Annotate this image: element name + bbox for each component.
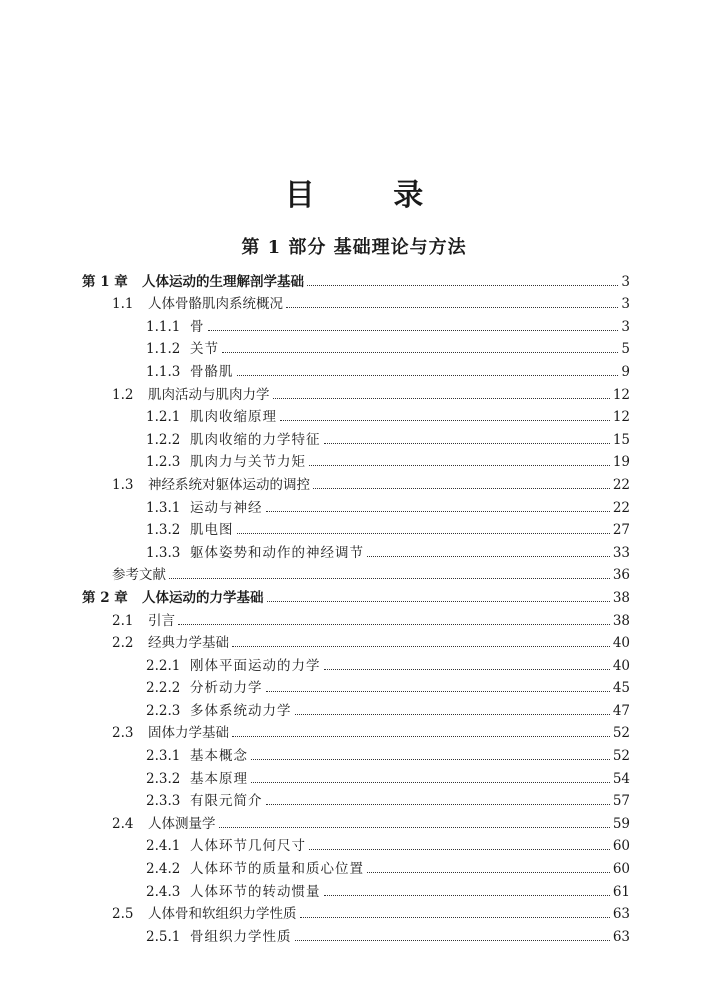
toc-entry-page: 12 [612,409,630,426]
dot-leader [280,420,610,421]
toc-chapter-entry[interactable] [82,584,630,607]
toc-entry-title: 分析动力学 [190,680,263,697]
toc-entry-title: 人体运动的生理解剖学基础 [142,273,304,290]
toc-entry-number: 1.1 [112,296,134,313]
dot-leader [367,872,610,873]
toc-entry-title: 人体骨骼肌肉系统概况 [148,296,283,313]
dot-leader [313,488,610,489]
toc-entry-title: 人体测量学 [148,815,216,832]
dot-leader [222,352,618,353]
toc-entry-number: 2.4 [112,815,134,832]
dot-leader [237,375,619,376]
toc-entry-number: 1.3.1 [146,499,181,516]
toc-subsection-entry[interactable] [82,494,630,517]
toc-entry-number: 2.4.1 [146,838,181,855]
toc-entry-page: 63 [612,906,630,923]
toc-entry-page: 60 [612,838,630,855]
dot-leader [232,736,610,737]
toc-subsection-entry[interactable] [82,404,630,427]
dot-leader [237,533,610,534]
toc-entry-number: 2.3.2 [146,770,181,787]
dot-leader [295,940,610,941]
toc-entry-number: 1.3.3 [146,544,181,561]
toc-entry-page: 59 [612,815,630,832]
toc-subsection-entry[interactable] [82,923,630,946]
toc-entry-title: 经典力学基础 [148,635,229,652]
toc-entry-number: 2.1 [112,612,134,629]
toc-entry-page: 22 [612,499,630,516]
toc-entry-page: 60 [612,861,630,878]
toc-entry-title: 躯体姿势和动作的神经调节 [190,544,364,561]
toc-entry-title: 人体骨和软组织力学性质 [148,906,297,923]
toc-entry-page: 36 [612,567,630,584]
toc-entry-page: 54 [612,770,630,787]
toc-entry-page: 40 [612,657,630,674]
dot-leader [266,511,610,512]
toc-entry-title: 人体环节的转动惯量 [190,883,321,900]
toc-entry-page: 61 [612,883,630,900]
toc-subsection-entry[interactable] [82,426,630,449]
dot-leader [267,601,610,602]
dot-leader [324,895,610,896]
dot-leader [286,307,618,308]
toc-entry-page: 38 [612,612,630,629]
toc-subsection-entry[interactable] [82,765,630,788]
dot-leader [300,917,610,918]
toc-entry-number: 1.3.2 [146,522,181,539]
toc-entry-title: 固体力学基础 [148,725,229,742]
toc-entry-title: 肌肉收缩的力学特征 [190,431,321,448]
toc-entry-number: 2.5 [112,906,134,923]
toc-subsection-entry[interactable] [82,855,630,878]
toc-entry-title: 肌肉收缩原理 [190,409,277,426]
toc-entry-title: 人体环节几何尺寸 [190,838,306,855]
toc-entry-title: 肌肉力与关节力矩 [190,454,306,471]
toc-entry-title: 骨组织力学性质 [190,928,292,945]
toc-subsection-entry[interactable] [82,517,630,540]
toc-subsection-entry[interactable] [82,675,630,698]
dot-leader [251,759,610,760]
toc-entry-page: 19 [612,454,630,471]
toc-entry-title: 基本原理 [190,770,248,787]
dot-leader [307,285,618,286]
toc-entry-title: 引言 [148,612,175,629]
toc-subsection-entry[interactable] [82,449,630,472]
toc-entry-number: 2.4.2 [146,861,181,878]
toc-entry-number: 2.5.1 [146,928,181,945]
page-title: 目 录 [284,178,458,213]
toc-entry-title: 多体系统动力学 [190,702,292,719]
toc-entry-number: 1.1.3 [146,363,181,380]
toc-entry-page: 52 [612,748,630,765]
toc-entry-page: 40 [612,635,630,652]
toc-entry-page: 63 [612,928,630,945]
toc-entry-title: 参考文献 [112,567,166,584]
toc-entry-number: 1.3 [112,476,134,493]
toc-entry-page: 47 [612,702,630,719]
toc-entry-number: 2.3.1 [146,748,181,765]
toc-entry-number: 2.2 [112,635,134,652]
toc-entry-number: 第 2 章 [82,589,128,606]
toc-subsection-entry[interactable] [82,833,630,856]
dot-leader [266,804,610,805]
toc-entry-number: 2.3.3 [146,793,181,810]
toc-entry-title: 骨 [190,318,205,335]
toc-entry-number: 1.1.2 [146,341,181,358]
toc-entry-number: 2.4.3 [146,883,181,900]
toc-section-entry[interactable] [82,381,630,404]
dot-leader [324,443,610,444]
toc-entry-page: 3 [621,273,630,290]
toc-subsection-entry[interactable] [82,697,630,720]
toc-entry-number: 1.2 [112,386,134,403]
dot-leader [309,465,610,466]
toc-subsection-entry[interactable] [82,313,630,336]
toc-entry-number: 1.2.3 [146,454,181,471]
toc-subsection-entry[interactable] [82,788,630,811]
toc-entry-number: 2.3 [112,725,134,742]
dot-leader [309,849,610,850]
toc-entry-number: 第 1 章 [82,273,128,290]
toc-entry-number: 1.2.1 [146,409,181,426]
toc-section-entry[interactable] [82,471,630,494]
table-of-contents [82,268,630,946]
toc-entry-number: 1.2.2 [146,431,181,448]
toc-entry-title: 人体环节的质量和质心位置 [190,861,364,878]
toc-entry-page: 33 [612,544,630,561]
toc-entry-title: 基本概念 [190,748,248,765]
toc-entry-title: 骨骼肌 [190,363,234,380]
dot-leader [178,624,610,625]
toc-entry-page: 9 [621,363,630,380]
toc-entry-page: 22 [612,476,630,493]
toc-entry-page: 57 [612,793,630,810]
toc-section-entry[interactable] [82,630,630,653]
toc-subsection-entry[interactable] [82,878,630,901]
toc-entry-title: 人体运动的力学基础 [142,589,264,606]
toc-entry-number: 2.2.1 [146,657,181,674]
toc-entry-page: 38 [612,589,630,606]
toc-entry-page: 5 [621,341,630,358]
toc-section-entry[interactable] [82,720,630,743]
toc-entry-page: 27 [612,522,630,539]
toc-entry-page: 12 [612,386,630,403]
toc-entry-number: 2.2.3 [146,702,181,719]
dot-leader [295,714,610,715]
toc-section-entry[interactable] [82,607,630,630]
part-heading: 第 1 部分 基础理论与方法 [241,237,467,258]
dot-leader [367,556,610,557]
dot-leader [273,398,610,399]
toc-subsection-entry[interactable] [82,336,630,359]
toc-entry-number: 2.2.2 [146,680,181,697]
toc-entry-title: 肌电图 [190,522,234,539]
toc-entry-number: 1.1.1 [146,318,181,335]
toc-subsection-entry[interactable] [82,539,630,562]
toc-section-entry[interactable] [82,810,630,833]
toc-entry-page: 52 [612,725,630,742]
toc-entry-page: 3 [621,296,630,313]
toc-entry-title: 刚体平面运动的力学 [190,657,321,674]
toc-entry-page: 3 [621,318,630,335]
toc-subsection-entry[interactable] [82,742,630,765]
toc-subsection-entry[interactable] [82,652,630,675]
dot-leader [208,330,619,331]
dot-leader [251,782,610,783]
toc-entry-title: 肌肉活动与肌肉力学 [148,386,270,403]
toc-subsection-entry[interactable] [82,358,630,381]
toc-entry-title: 神经系统对躯体运动的调控 [148,476,310,493]
dot-leader [266,691,610,692]
toc-entry-page: 15 [612,431,630,448]
dot-leader [232,646,610,647]
dot-leader [219,827,610,828]
toc-section-entry[interactable] [82,901,630,924]
toc-entry-title: 关节 [190,341,219,358]
toc-references-entry[interactable] [82,562,630,585]
toc-entry-title: 运动与神经 [190,499,263,516]
dot-leader [169,578,610,579]
toc-entry-title: 有限元简介 [190,793,263,810]
dot-leader [324,669,610,670]
toc-chapter-entry[interactable] [82,268,630,291]
toc-entry-page: 45 [612,680,630,697]
toc-section-entry[interactable] [82,291,630,314]
